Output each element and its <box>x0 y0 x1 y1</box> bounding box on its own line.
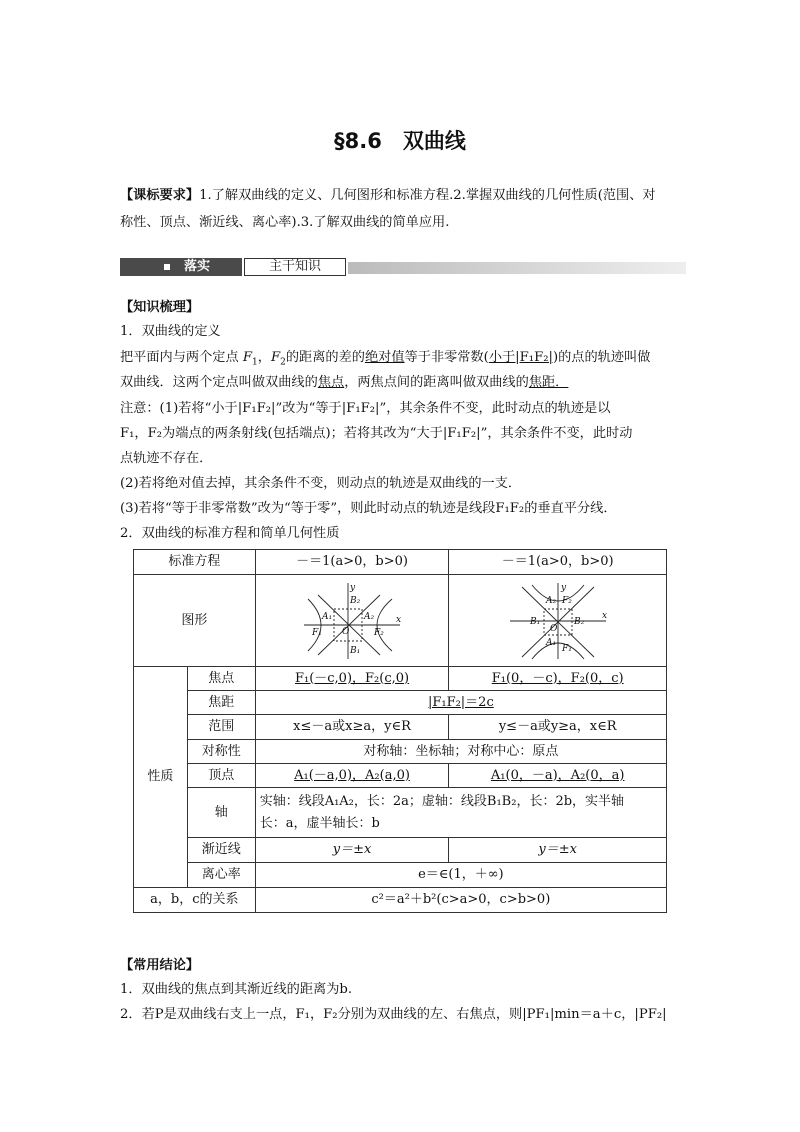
svg-text:F₂: F₂ <box>561 595 572 606</box>
hyperbola-horizontal-figure <box>300 581 404 661</box>
svg-text:F₂: F₂ <box>374 627 384 638</box>
definition-heading: 1．双曲线的定义 <box>120 324 221 339</box>
property-label: 性质 <box>134 667 188 888</box>
svg-text:A₁: A₁ <box>545 637 556 648</box>
definition-line2: 双曲线．这两个定点叫做双曲线的焦点，两焦点间的距离叫做双曲线的焦距． <box>120 375 569 390</box>
table-row: 图形 y x O B₂ B₁ A₁ A₂ F₁ F₂ y x O A₂ F₂ B₁ B₂ A₁ F₁ <box>134 575 667 667</box>
svg-text:B₂: B₂ <box>350 595 361 606</box>
requirement-line2: 称性、顶点、渐近线、离心率).3.了解双曲线的简单应用. <box>120 215 450 230</box>
conclusion-1: 1．双曲线的焦点到其渐近线的距离为b. <box>120 982 353 997</box>
requirement-label: 【课标要求】 <box>120 188 200 203</box>
svg-text:x: x <box>396 614 402 625</box>
svg-text:F₁: F₁ <box>561 643 572 654</box>
section-banner <box>120 258 686 276</box>
equation-horizontal: －＝1(a>0，b>0) <box>255 550 449 575</box>
svg-text:B₂: B₂ <box>573 616 584 627</box>
svg-text:A₂: A₂ <box>545 595 556 606</box>
equation-vertical: －＝1(a>0，b>0) <box>449 550 667 575</box>
table-row: 离心率 e＝∈(1，＋∞) <box>134 863 667 888</box>
svg-text:O: O <box>342 626 350 637</box>
note-line1: 注意：(1)若将“小于|F₁F₂|”改为“等于|F₁F₂|”，其余条件不变，此时动点的轨迹是以 <box>120 401 611 416</box>
table-row: 顶点 A₁(－a,0)，A₂(a,0) A₁(0，－a)，A₂(0，a) <box>134 764 667 788</box>
requirement-line1: 【课标要求】1.了解双曲线的定义、几何图形和标准方程.2.掌握双曲线的几何性质(范围、对 <box>120 188 656 203</box>
svg-text:x: x <box>601 610 607 621</box>
table-row: 焦距 |F₁F₂|＝2c <box>134 691 667 715</box>
table-row: 对称性 对称轴：坐标轴；对称中心：原点 <box>134 740 667 764</box>
banner-subtitle: 主干知识 <box>244 258 346 276</box>
svg-text:B₁: B₁ <box>350 645 361 656</box>
table-row: 标准方程 －＝1(a>0，b>0) －＝1(a>0，b>0) <box>134 550 667 575</box>
conclusion-2: 2．若P是双曲线右支上一点，F₁，F₂分别为双曲线的左、右焦点，则|PF₁|min＝a＋c，|PF₂| <box>120 1007 667 1022</box>
note-line2: F₁，F₂为端点的两条射线(包括端点)；若将其改为“大于|F₁F₂|”，其余条件不变，此时动 <box>120 426 633 441</box>
table-row: 轴 实轴：线段A₁A₂，长：2a；虚轴：线段B₁B₂，长：2b，实半轴 长：a，虚半轴长：b <box>134 788 667 838</box>
svg-text:A₁: A₁ <box>322 611 333 622</box>
note-line4: (2)若将绝对值去掉，其余条件不变，则动点的轨迹是双曲线的一支． <box>120 476 522 491</box>
note-line5: (3)若将“等于非零常数”改为“等于零”，则此时动点的轨迹是线段F₁F₂的垂直平分线． <box>120 501 617 516</box>
page-title: §8.6 双曲线 <box>334 129 466 153</box>
svg-text:A₂: A₂ <box>364 611 375 622</box>
svg-text:B₁: B₁ <box>529 616 540 627</box>
table-row: 范围 x≤－a或x≥a，y∈R y≤－a或y≥a，x∈R <box>134 715 667 740</box>
blank-less: 小于|F₁F₂| <box>488 350 553 365</box>
banner-tag: 落实 <box>184 259 211 274</box>
hyperbola-vertical-figure <box>506 581 610 661</box>
table-row: 渐近线 y＝±x y＝±x <box>134 838 667 863</box>
blank-focal-distance: 焦距． <box>528 375 569 390</box>
table-row: 性质 焦点 F₁(－c,0)，F₂(c,0) F₁(0，－c)，F₂(0，c) <box>134 667 667 691</box>
table-heading: 2．双曲线的标准方程和简单几何性质 <box>120 526 340 541</box>
svg-text:O: O <box>549 623 558 634</box>
svg-text:y: y <box>560 582 566 593</box>
note-line3: 点轨迹不存在． <box>120 451 213 466</box>
knowledge-label: 【知识梳理】 <box>120 300 200 315</box>
blank-abs: 绝对值 <box>364 350 405 365</box>
square-icon <box>164 264 170 270</box>
conclusions-label: 【常用结论】 <box>120 958 200 973</box>
properties-table <box>133 549 667 913</box>
blank-focus: 焦点 <box>317 375 345 390</box>
definition-line1: 把平面内与两个定点 $F_1$，$F_2$的距离的差的绝对值等于非零常数(小于|F₁F₂|)的点的轨迹叫做 <box>120 350 651 368</box>
svg-text:y: y <box>350 582 356 593</box>
svg-text:F₁: F₁ <box>312 627 322 638</box>
table-row: a，b，c的关系 c²＝a²＋b²(c>a>0，c>b>0) <box>134 888 667 913</box>
